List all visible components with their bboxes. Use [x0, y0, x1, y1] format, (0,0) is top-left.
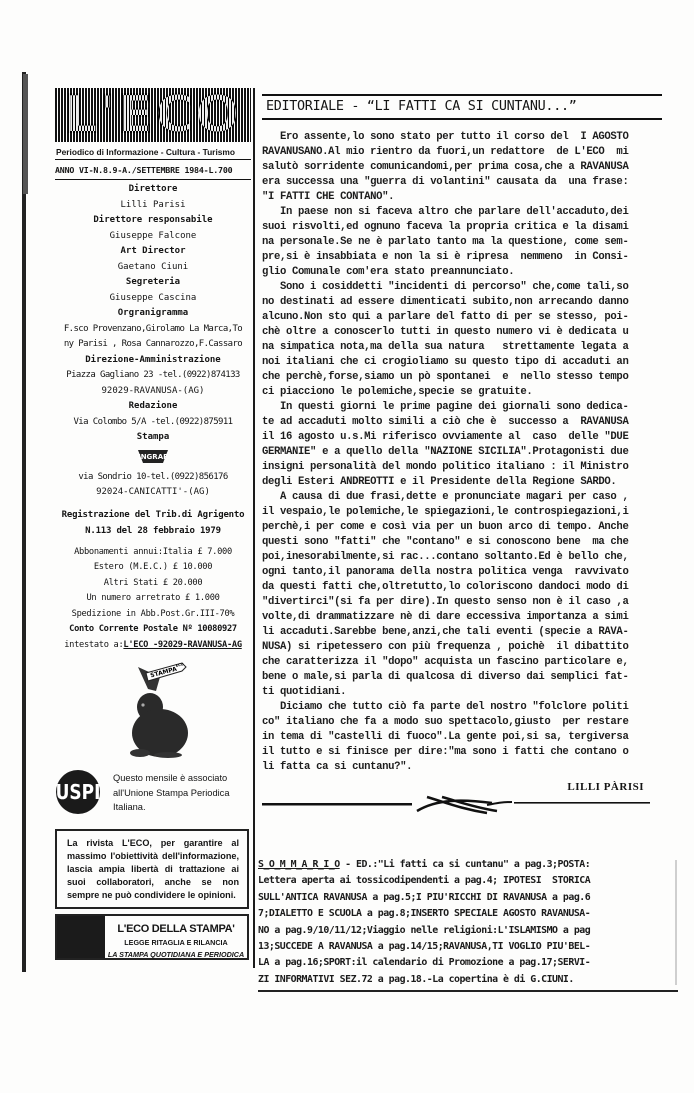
column-divider [253, 88, 255, 968]
toc-line: NO a pag.9/10/11/12;Viaggio nelle religioni:L'ISLAMISMO a pag [258, 924, 591, 936]
editorial-line: te ad accaduti molto simili a ciò che è successo a RAVANUSA [262, 416, 629, 428]
editorial-line: glio Comunale com'era stato preannunciato. [262, 266, 515, 278]
organigramma-label: Orgranigramma [117, 308, 189, 318]
editorial-line: il tutto e si finisce per dire:"ma sono i fatti che contano o [262, 746, 629, 758]
postal-account: Conto Corrente Postale Nº 10080927 [69, 624, 237, 634]
staff-role: Direttore [128, 184, 178, 194]
toc-line: 13;SUCCEDE A RAVANUSA a pag.14/15;RAVANUSA,TI VOGLIO PIU'BEL- [258, 941, 591, 953]
editorial-line: Diciamo che tutto ciò fa parte del nostro "folclore politi [262, 701, 629, 713]
editorial-line: li fatta ca si cuntanu?". [262, 761, 413, 773]
editorial-line: chè oltre a conoscerlo tutti in questo numero vi è dedicata u [262, 326, 629, 338]
binding-edge-shadow [23, 74, 28, 194]
editorial-line: GERMANIE" e a quello della "NAZIONE SICILIA".Protagonisti due [262, 446, 629, 458]
organigramma-line: F.sco Provenzano,Girolamo La Marca,To [63, 323, 243, 334]
editorial-line: na personale.Se ne è parlato tanto ma la questione, come sem- [262, 236, 629, 248]
editorial-line: insigni personalità del mondo politico italiano : il Ministro [262, 461, 629, 473]
editorial-line: il vespaio,le polemiche,le spiegazioni,le controspiegazioni,i [262, 506, 629, 518]
staff-name: Lilli Parisi [120, 199, 186, 210]
masthead-column [55, 85, 251, 960]
direzione-label: Direzione-Amministrazione [85, 354, 221, 365]
organigramma-line: ny Parisi , Rosa Cannarozzo,F.Cassaro [63, 339, 243, 349]
binding-edge [22, 72, 26, 972]
editorial-article [262, 94, 662, 817]
printer-logo-icon [136, 449, 170, 465]
editorial-line: che perchè,forse,siamo un pò spontanei e nello stesso tempo [262, 371, 629, 383]
editorial-line: co" italiano che fa a modo suo spettacolo,giusto per restare [262, 716, 629, 728]
editorial-body [262, 130, 662, 775]
editorial-line: era successa una "guerra di volantini" causata da una frase: [262, 176, 629, 188]
logo-text: L'ECO [64, 85, 242, 145]
editorial-line: In questi giorni le prime pagine dei giornali sono dedica- [262, 401, 629, 413]
toc-line: ZI INFORMATIVI SEZ.72 a pag.18.-La copertina è di G.CIUNI. [258, 973, 574, 985]
rabbit-sign-text: STAMPA [149, 665, 178, 680]
eco-stampa-line: LA STAMPA QUOTIDIANA E PERIODICA [107, 950, 245, 959]
editorial-line: li accaduti.Sarebbe bene,anzi,che tali eventi (specie a RAVA- [262, 626, 629, 638]
issue-line: ANNO VI-N.8.9-A./SETTEMBRE 1984-L.700 [55, 160, 251, 180]
toc-line: S_O_M_M_A_R_I_O - ED.:"Li fatti ca si cuntanu" a pag.3;POSTA: [258, 859, 591, 870]
editorial-line: ogni tanto,il panorama della nostra politica venga ravvivato [262, 566, 629, 578]
staff-role: Direttore responsabile [93, 215, 213, 225]
subscription-line: Altri Stati £ 20.000 [103, 577, 203, 588]
editorial-line: volte,di drammatizzare nè di dare eccessiva importanza a simi [262, 611, 629, 623]
stampa-address: via Sondrio 10-tel.(0922)856176 [78, 471, 228, 482]
account-holder: intestato a:L'ECO -92029-RAVANUSA-AG [64, 639, 242, 650]
registration-line: N.113 del 28 febbraio 1979 [85, 525, 221, 536]
eco-stampa-title: L'ECO DELLA STAMPA' [117, 923, 235, 935]
title-rule-bottom [262, 118, 662, 120]
printer-logo-text: INGRAF [138, 452, 168, 461]
editorial-line: no destinati ad essere dimenticati subito,non arrecando danno [262, 296, 629, 308]
uspi-section [55, 769, 251, 815]
editorial-line: perchè,i per come e così via per un buon arco di tempo. Anche [262, 521, 629, 533]
editorial-line: na simpatica nota,ma della sua natura strettamente legata a [262, 341, 629, 353]
stampa-city: 92024-CANICATTI'-(AG) [96, 487, 210, 497]
editorial-line: il 16 agosto u.s.Mi riferisco ovviamente al caso delle "DUE [262, 431, 629, 443]
editorial-line: bene o male,si parla di qualcosa di diverso dai semplici fat- [262, 671, 629, 683]
editorial-line: alcuno.Non sto qui a parlare del fatto di per se stesso, poi- [262, 311, 629, 323]
direzione-city: 92029-RAVANUSA-(AG) [101, 385, 205, 396]
redazione-address: Via Colombo 5/A -tel.(0922)875911 [73, 416, 233, 427]
eco-della-stampa-ad [55, 914, 249, 960]
eco-stampa-rabbit-icon [108, 659, 198, 759]
editorial-line: A causa di due frasi,dette e pronunciate magari per caso , [262, 491, 629, 503]
editorial-line: salutò sorridente comunicandomi,per prima cosa,che a RAVANUSA [262, 161, 629, 173]
ornament-divider-icon [262, 791, 662, 817]
editorial-line: da questi fatti che,oltretutto,lo coloriscono dandoci modo di [262, 581, 629, 593]
editorial-line: questi sono "fatti" che "contano" e si conoscono bene ma che [262, 536, 629, 548]
editorial-line: "divertirci"(si fa per dire).In questo senso non è il caso ,a [262, 596, 629, 608]
subscriptions [55, 545, 251, 654]
editorial-title: EDITORIALE - “LI FATTI CA SI CUNTANU...” [266, 99, 577, 114]
editorial-line: poi,inesorabilmente,si rac...contano soltanto.Ed è bello che, [262, 551, 629, 563]
registration [55, 507, 251, 539]
rabbit-sign-sub: ECO [175, 662, 185, 668]
editorial-line: ci piacciono le polemiche,specie se gratuite. [262, 386, 533, 398]
toc-line: SULL'ANTICA RAVANUSA a pag.5;I PIU'RICCHI DI RAVANUSA a pag.6 [258, 891, 591, 903]
staff-role: Art Director [120, 246, 186, 256]
uspi-text: Questo mensile è associato all'Unione Stampa Periodica Italiana. [113, 773, 230, 812]
uspi-logo-text: USPI [55, 781, 101, 805]
editorial-line: Ero assente,lo sono stato per tutto il corso del I AGOSTO [262, 131, 629, 143]
editorial-line: suoi risvolti,ed ognuno faceva la propria critica e la disami [262, 221, 629, 233]
editorial-notice-box: La rivista L'ECO, per garantire al massimo l'obiettività dell'informazione, lascia ampia libertà di trattazione ai suoi collaboratori, anche se non sempre ne può condividere le opinioni. [55, 829, 249, 909]
editorial-line: "I FATTI CHE CONTANO". [262, 191, 395, 203]
uspi-logo-icon [55, 769, 101, 815]
toc-line: Lettera aperta ai tossicodipendenti a pag.4; IPOTESI STORICA [258, 875, 591, 887]
staff-name: Giuseppe Falcone [109, 230, 197, 241]
toc-line: LA a pag.16;SPORT:il calendario di Promozione a pag.17;SERVI- [258, 957, 591, 969]
editorial-line: In paese non si faceva altro che parlare dell'accaduto,dei [262, 206, 629, 218]
leco-logo [55, 85, 251, 145]
eco-stampa-photo [57, 916, 105, 958]
registration-line: Registrazione del Trib.di Agrigento [61, 509, 245, 520]
subscription-line: Spedizione in Abb.Post.Gr.III-70% [71, 608, 235, 619]
stampa-label: Stampa [136, 432, 170, 442]
staff-name: Gaetano Ciuni [117, 261, 189, 272]
staff-name: Giuseppe Cascina [109, 292, 197, 303]
editorial-line: che caratterizza il "dopo" acquista un fascino particolare e, [262, 656, 629, 668]
bottom-rule [258, 990, 678, 992]
editorial-line: NUSA) si ripetessero con più frequenza , poichè il dibattito [262, 641, 629, 653]
editorial-line: Sono i cosiddetti "incidenti di percorso" che,come tali,so [262, 281, 629, 293]
direzione-address: Piazza Gagliano 23 -tel.(0922)874133 [66, 370, 240, 380]
editorial-line: noi italiani che ci crogioliamo su questo tipo di accaduti an [262, 356, 629, 368]
editorial-line: degli Esteri ANDREOTTI e il Presidente della Regione SARDO. [262, 476, 617, 488]
redazione-label: Redazione [128, 401, 178, 411]
editorial-line: ti quotidiani. [262, 686, 347, 698]
toc-line: 7;DIALETTO E SCUOLA a pag.8;INSERTO SPECIALE AGOSTO RAVANUSA- [258, 908, 591, 920]
toc-heading: S_O_M_M_A_R_I_O [258, 859, 340, 870]
subscription-line: Estero (M.E.C.) £ 10.000 [93, 562, 213, 572]
page-edge [675, 860, 677, 985]
table-of-contents [258, 857, 678, 988]
editorial-line: RAVANUSANO.Al mio rientro da fuori,un redattore de L'ECO mi [262, 146, 629, 158]
tagline: Periodico di Informazione - Cultura - Turismo [55, 144, 251, 160]
staff-role: Segreteria [125, 277, 181, 287]
editorial-line: in tema di "castelli di fuoco".La gente poi,si sa, tergiversa [262, 731, 629, 743]
eco-stampa-line: LEGGE RITAGLIA E RILANCIA [124, 938, 228, 947]
subscription-line: Abbonamenti annui:Italia £ 7.000 [74, 546, 232, 557]
staff-list [55, 182, 251, 501]
editorial-line: pre,si è insabbiata e non la si è ripresa nemmeno in Consi- [262, 251, 629, 263]
subscription-line: Un numero arretrato £ 1.000 [86, 593, 220, 603]
editorial-signature: LILLI PÀRISI [567, 781, 644, 793]
